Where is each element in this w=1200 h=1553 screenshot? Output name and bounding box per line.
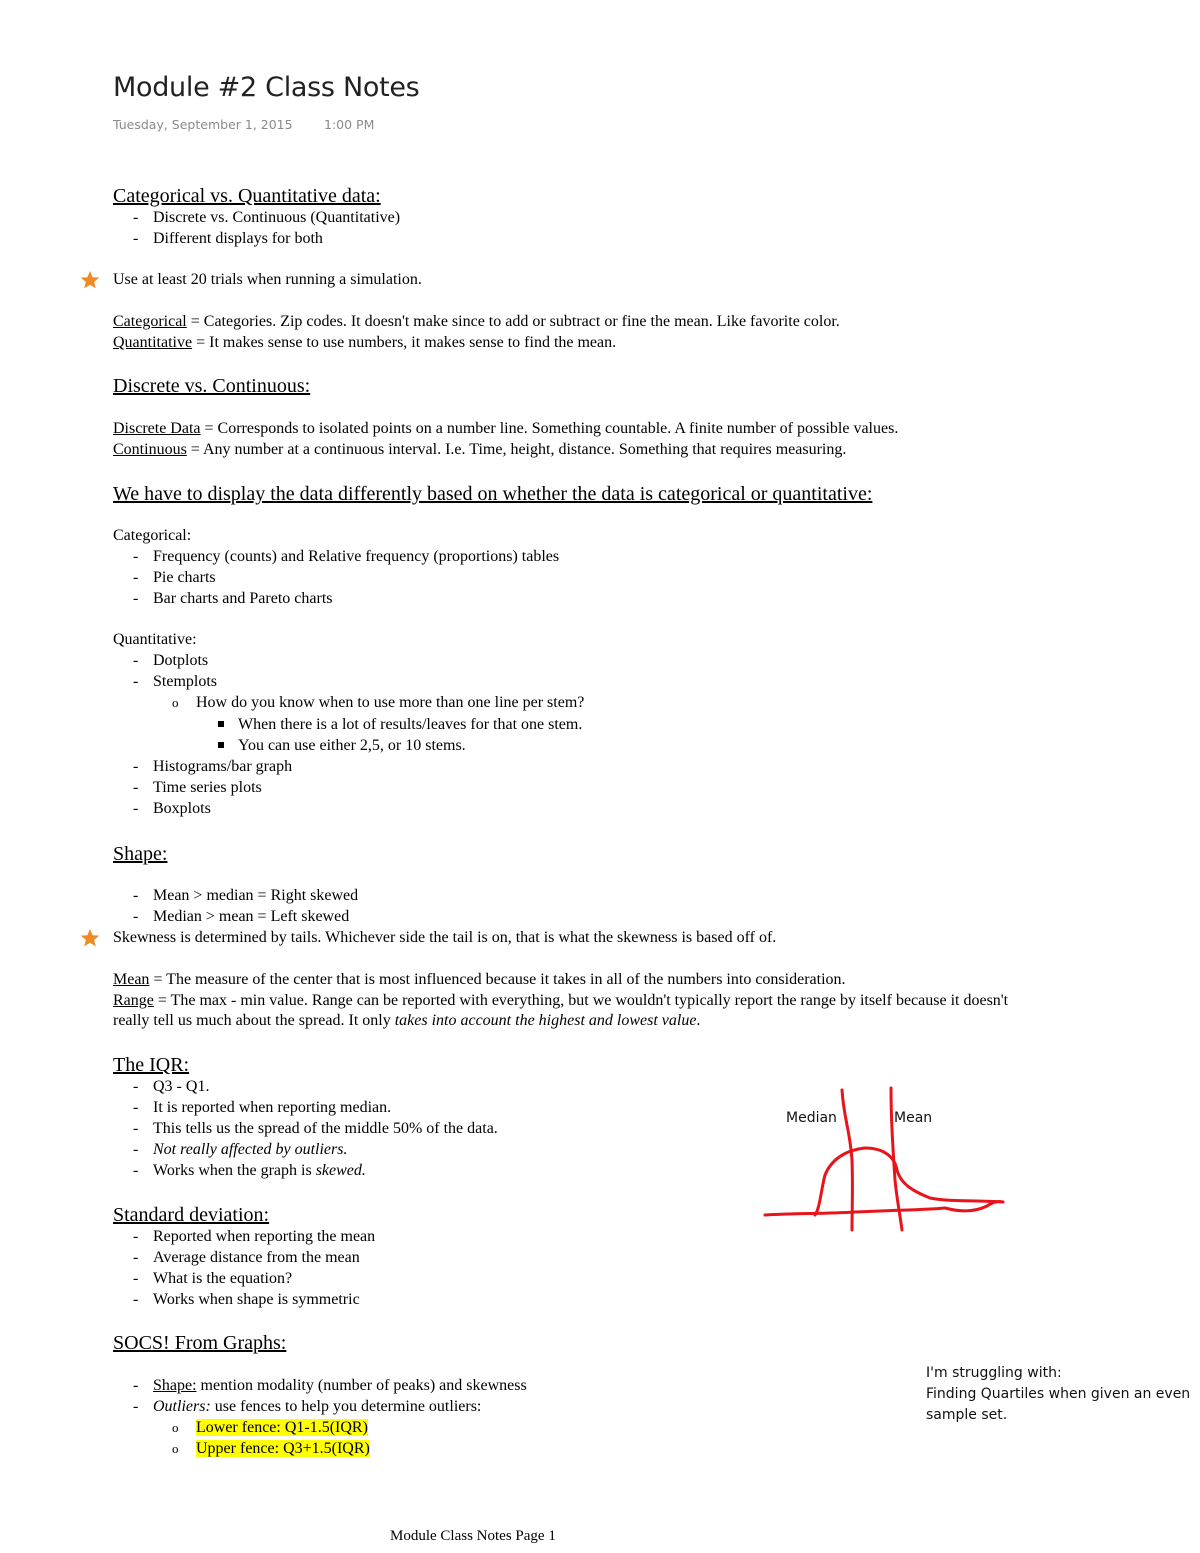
list-item: Stemplots bbox=[153, 673, 218, 690]
term-mean: Mean bbox=[113, 971, 150, 988]
section-heading-discrete-vs-continuous: Discrete vs. Continuous: bbox=[113, 375, 311, 397]
list-item: Different displays for both bbox=[153, 230, 323, 247]
sub-sub-list-item: You can use either 2,5, or 10 stems. bbox=[238, 737, 466, 754]
sub-sub-list-item: When there is a lot of results/leaves for that one stem. bbox=[238, 716, 583, 733]
list-item: Average distance from the mean bbox=[153, 1249, 360, 1266]
highlighted-lower-fence: Lower fence: Q1-1.5(IQR) bbox=[196, 1419, 368, 1436]
dash-marker: - bbox=[133, 908, 139, 925]
dash-marker: - bbox=[133, 1078, 139, 1095]
star-note-simulation: Use at least 20 trials when running a simulation. bbox=[113, 271, 422, 288]
definition-text: really tell us much about the spread. It only bbox=[113, 1012, 395, 1029]
sketch-label-mean: Mean bbox=[894, 1110, 933, 1126]
circle-bullet-icon: o bbox=[172, 695, 179, 710]
dash-marker: - bbox=[133, 1120, 139, 1137]
list-item: Q3 - Q1. bbox=[153, 1078, 210, 1095]
list-item: This tells us the spread of the middle 50% of the data. bbox=[153, 1120, 498, 1137]
star-icon bbox=[80, 928, 100, 948]
dash-marker: - bbox=[133, 1141, 139, 1158]
term-range: Range bbox=[113, 992, 154, 1009]
dash-marker: - bbox=[133, 1291, 139, 1308]
dash-marker: - bbox=[133, 1270, 139, 1287]
list-item bbox=[153, 1161, 366, 1181]
section-heading-shape: Shape: bbox=[113, 843, 168, 865]
section-heading-display-data: We have to display the data differently based on whether the data is categorical or quantitative: bbox=[113, 483, 873, 505]
star-icon bbox=[80, 270, 100, 290]
sub-list-item bbox=[196, 1418, 368, 1438]
definition-categorical bbox=[113, 312, 840, 332]
struggle-note-line: I'm struggling with: bbox=[926, 1365, 1062, 1381]
list-item-emphasis: skewed. bbox=[315, 1162, 366, 1179]
list-item: Time series plots bbox=[153, 779, 262, 796]
list-item bbox=[153, 1376, 527, 1396]
page-time: 1:00 PM bbox=[324, 117, 375, 132]
square-bullet-icon bbox=[218, 742, 224, 748]
definition-text: . bbox=[696, 1012, 701, 1029]
definition-text: = The max - min value. Range can be reported with everything, but we wouldn't typically report the range by itself because it doesn't bbox=[153, 992, 1009, 1009]
list-item bbox=[153, 1397, 481, 1417]
list-item: Works when shape is symmetric bbox=[153, 1291, 360, 1308]
list-item: Not really affected by outliers. bbox=[153, 1141, 348, 1158]
term-discrete-data: Discrete Data bbox=[113, 420, 201, 437]
page-footer: Module Class Notes Page 1 bbox=[390, 1528, 556, 1544]
list-item: Boxplots bbox=[153, 800, 211, 817]
page-date: Tuesday, September 1, 2015 bbox=[113, 117, 293, 132]
section-heading-iqr: The IQR: bbox=[113, 1054, 190, 1076]
definition-text: = Categories. Zip codes. It doesn't make since to add or subtract or fine the mean. Like favorite color. bbox=[186, 313, 840, 330]
sub-list-item bbox=[196, 1439, 370, 1459]
list-item: What is the equation? bbox=[153, 1270, 293, 1287]
list-item: It is reported when reporting median. bbox=[153, 1099, 392, 1116]
highlighted-upper-fence: Upper fence: Q3+1.5(IQR) bbox=[196, 1440, 370, 1457]
term-outliers: Outliers: bbox=[153, 1398, 211, 1415]
section-heading-standard-deviation: Standard deviation: bbox=[113, 1204, 270, 1226]
term-categorical: Categorical bbox=[113, 313, 187, 330]
definition-text: = Corresponds to isolated points on a number line. Something countable. A finite number of possible values. bbox=[200, 420, 899, 437]
dash-marker: - bbox=[133, 779, 139, 796]
list-item: Mean > median = Right skewed bbox=[153, 887, 359, 904]
dash-marker: - bbox=[133, 209, 139, 226]
dash-marker: - bbox=[133, 1398, 139, 1415]
definition-range-continued bbox=[113, 1011, 700, 1031]
square-bullet-icon bbox=[218, 721, 224, 727]
dash-marker: - bbox=[133, 569, 139, 586]
dash-marker: - bbox=[133, 1228, 139, 1245]
list-item: Histograms/bar graph bbox=[153, 758, 293, 775]
dash-marker: - bbox=[133, 1249, 139, 1266]
list-item: Bar charts and Pareto charts bbox=[153, 590, 333, 607]
dash-marker: - bbox=[133, 548, 139, 565]
dash-marker: - bbox=[133, 673, 139, 690]
list-item: Dotplots bbox=[153, 652, 209, 669]
definition-text: = Any number at a continuous interval. I.e. Time, height, distance. Something that requires measuring. bbox=[186, 441, 847, 458]
definition-quantitative bbox=[113, 333, 616, 353]
definition-emphasis: takes into account the highest and lowest value bbox=[394, 1012, 697, 1029]
list-item: Frequency (counts) and Relative frequency (proportions) tables bbox=[153, 548, 560, 565]
sub-list-item: How do you know when to use more than one line per stem? bbox=[196, 694, 585, 711]
dash-marker: - bbox=[133, 1162, 139, 1179]
section-heading-socs: SOCS! From Graphs: bbox=[113, 1332, 287, 1354]
definition-continuous bbox=[113, 440, 846, 460]
definition-text: = It makes sense to use numbers, it makes sense to find the mean. bbox=[192, 334, 617, 351]
star-note-skewness: Skewness is determined by tails. Whichever side the tail is on, that is what the skewness is based off of. bbox=[113, 929, 777, 946]
dash-marker: - bbox=[133, 800, 139, 817]
struggle-note-line: sample set. bbox=[926, 1407, 1008, 1423]
circle-bullet-icon: o bbox=[172, 1420, 179, 1435]
list-item: Discrete vs. Continuous (Quantitative) bbox=[153, 209, 401, 226]
sketch-tail bbox=[945, 1202, 1003, 1211]
sketch-median-line bbox=[842, 1090, 852, 1230]
dash-marker: - bbox=[133, 652, 139, 669]
section-heading-categorical-vs-quantitative: Categorical vs. Quantitative data: bbox=[113, 185, 381, 207]
circle-bullet-icon: o bbox=[172, 1441, 179, 1456]
dash-marker: - bbox=[133, 1099, 139, 1116]
definition-discrete bbox=[113, 419, 898, 439]
list-item: Median > mean = Left skewed bbox=[153, 908, 350, 925]
definition-mean bbox=[113, 970, 846, 990]
label-categorical: Categorical: bbox=[113, 527, 192, 544]
dash-marker: - bbox=[133, 1377, 139, 1394]
dash-marker: - bbox=[133, 590, 139, 607]
term-continuous: Continuous bbox=[113, 441, 187, 458]
dash-marker: - bbox=[133, 758, 139, 775]
label-quantitative: Quantitative: bbox=[113, 631, 197, 648]
sketch-label-median: Median bbox=[786, 1110, 837, 1126]
dash-marker: - bbox=[133, 887, 139, 904]
dash-marker: - bbox=[133, 230, 139, 247]
definition-range bbox=[113, 991, 1008, 1011]
skewed-distribution-sketch bbox=[755, 1080, 1015, 1240]
term-shape: Shape: bbox=[153, 1377, 197, 1394]
list-item-text: use fences to help you determine outliers: bbox=[210, 1398, 482, 1415]
definition-text: = The measure of the center that is most influenced because it takes in all of the numbers into consideration. bbox=[149, 971, 846, 988]
list-item: Pie charts bbox=[153, 569, 216, 586]
struggle-note-line: Finding Quartiles when given an even bbox=[926, 1386, 1191, 1402]
list-item: Reported when reporting the mean bbox=[153, 1228, 376, 1245]
list-item-text: Works when the graph is bbox=[153, 1162, 316, 1179]
sketch-axis-line bbox=[765, 1208, 945, 1215]
sketch-curve bbox=[815, 1148, 1003, 1215]
list-item-text: mention modality (number of peaks) and skewness bbox=[196, 1377, 527, 1394]
page-title: Module #2 Class Notes bbox=[113, 72, 420, 103]
term-quantitative: Quantitative bbox=[113, 334, 193, 351]
